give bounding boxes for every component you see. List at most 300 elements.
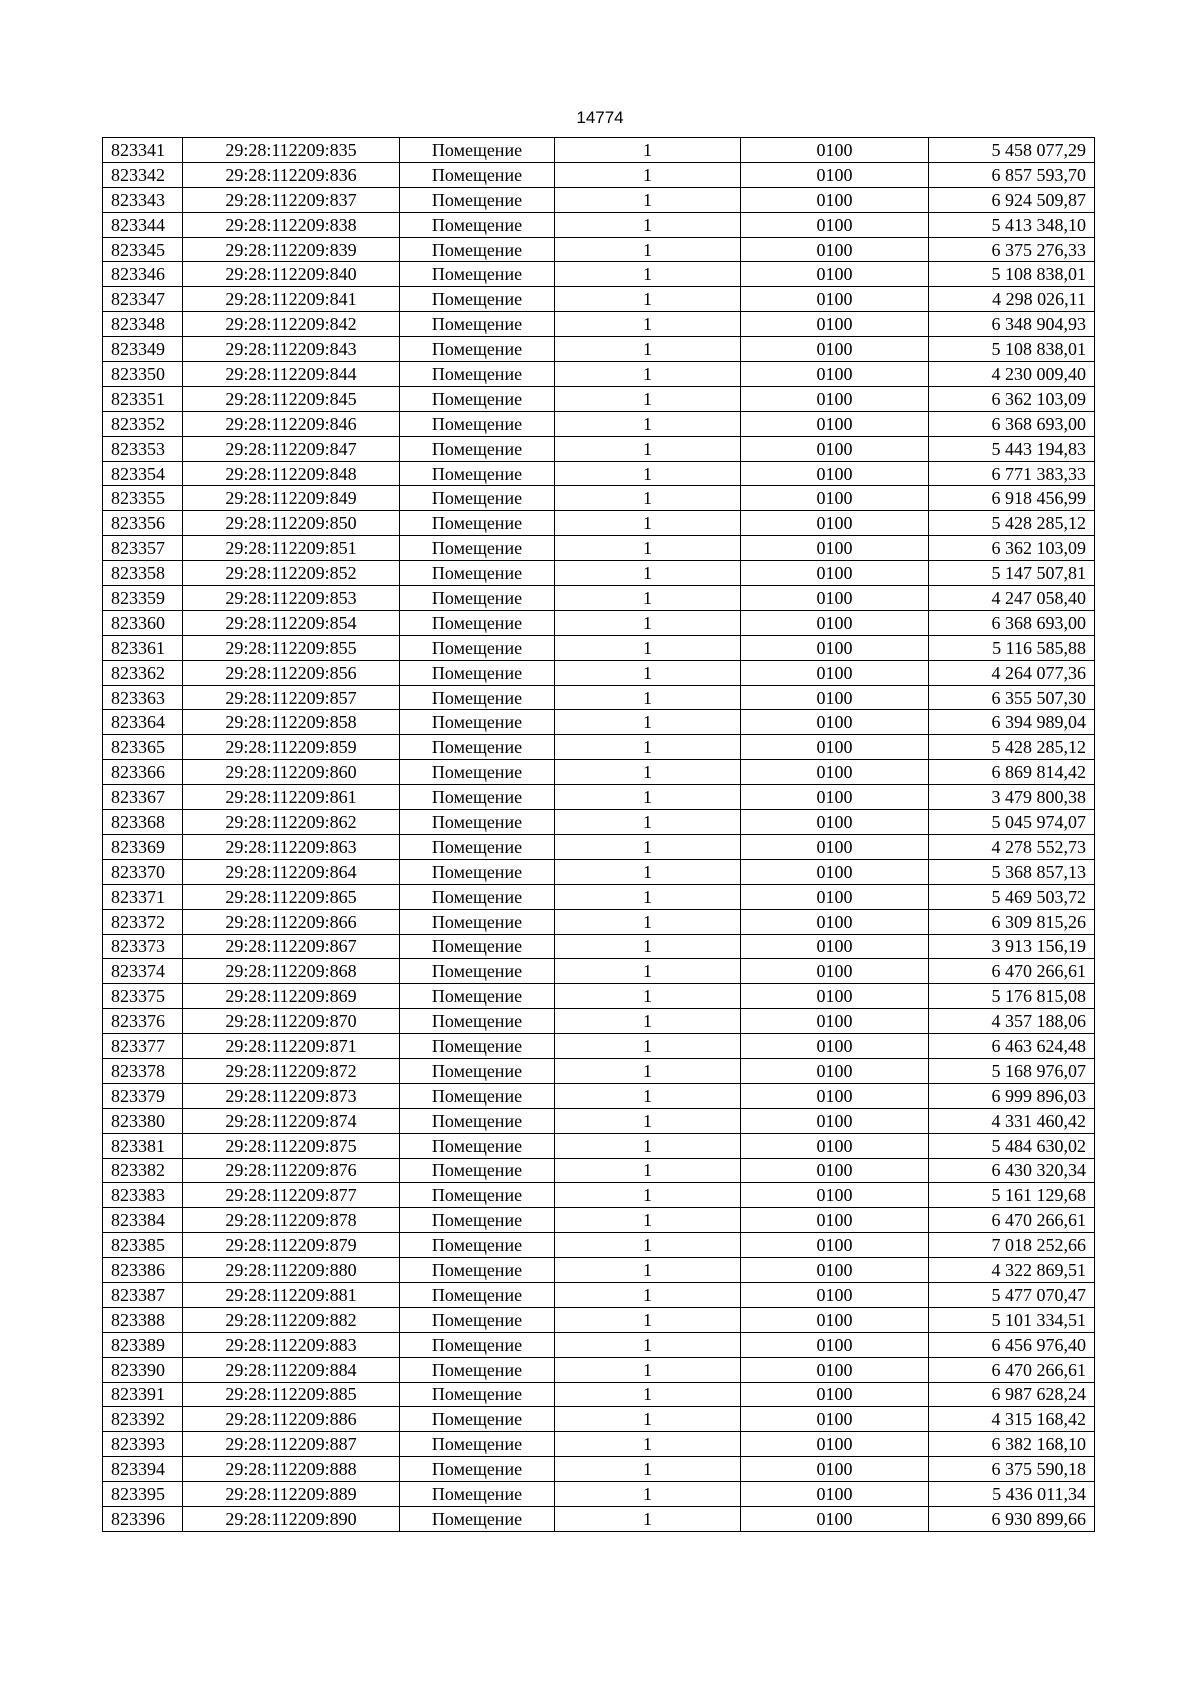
code-cell: 0100 (741, 884, 929, 909)
table-row (103, 1009, 1095, 1034)
object-type-cell: Помещение (400, 635, 555, 660)
cadastral-number-cell: 29:28:112209:881 (183, 1282, 400, 1307)
row-id-cell: 823347 (103, 287, 183, 312)
code-cell: 0100 (741, 984, 929, 1009)
cadastral-value-cell: 5 108 838,01 (929, 262, 1095, 287)
object-type-cell: Помещение (400, 586, 555, 611)
cadastral-value-cell: 5 116 585,88 (929, 635, 1095, 660)
count-cell: 1 (555, 884, 741, 909)
row-id-cell: 823384 (103, 1208, 183, 1233)
code-cell: 0100 (741, 1208, 929, 1233)
cadastral-number-cell: 29:28:112209:878 (183, 1208, 400, 1233)
cadastral-value-cell: 4 357 188,06 (929, 1009, 1095, 1034)
cadastral-number-cell: 29:28:112209:854 (183, 610, 400, 635)
object-type-cell: Помещение (400, 710, 555, 735)
cadastral-value-cell: 6 987 628,24 (929, 1382, 1095, 1407)
row-id-cell: 823352 (103, 411, 183, 436)
code-cell: 0100 (741, 1282, 929, 1307)
count-cell: 1 (555, 386, 741, 411)
code-cell: 0100 (741, 1058, 929, 1083)
table-row (103, 1432, 1095, 1457)
table-row (103, 810, 1095, 835)
code-cell: 0100 (741, 212, 929, 237)
table-row (103, 710, 1095, 735)
table-row (103, 1382, 1095, 1407)
code-cell: 0100 (741, 685, 929, 710)
table-row (103, 536, 1095, 561)
cadastral-number-cell: 29:28:112209:835 (183, 138, 400, 163)
code-cell: 0100 (741, 810, 929, 835)
code-cell: 0100 (741, 859, 929, 884)
cadastral-value-cell: 6 309 815,26 (929, 909, 1095, 934)
cadastral-value-cell: 6 368 693,00 (929, 411, 1095, 436)
code-cell: 0100 (741, 1083, 929, 1108)
row-id-cell: 823359 (103, 586, 183, 611)
cadastral-value-cell: 4 315 168,42 (929, 1407, 1095, 1432)
cadastral-number-cell: 29:28:112209:890 (183, 1506, 400, 1531)
row-id-cell: 823365 (103, 735, 183, 760)
table-row (103, 1307, 1095, 1332)
cadastral-number-cell: 29:28:112209:840 (183, 262, 400, 287)
count-cell: 1 (555, 187, 741, 212)
cadastral-value-cell: 5 484 630,02 (929, 1133, 1095, 1158)
row-id-cell: 823396 (103, 1506, 183, 1531)
object-type-cell: Помещение (400, 287, 555, 312)
object-type-cell: Помещение (400, 561, 555, 586)
code-cell: 0100 (741, 486, 929, 511)
cadastral-value-cell: 5 176 815,08 (929, 984, 1095, 1009)
table-row (103, 1506, 1095, 1531)
row-id-cell: 823379 (103, 1083, 183, 1108)
cadastral-value-cell: 5 161 129,68 (929, 1183, 1095, 1208)
cadastral-value-cell: 4 264 077,36 (929, 660, 1095, 685)
cadastral-number-cell: 29:28:112209:844 (183, 362, 400, 387)
cadastral-number-cell: 29:28:112209:846 (183, 411, 400, 436)
cadastral-number-cell: 29:28:112209:869 (183, 984, 400, 1009)
object-type-cell: Помещение (400, 411, 555, 436)
cadastral-value-cell: 4 230 009,40 (929, 362, 1095, 387)
count-cell: 1 (555, 660, 741, 685)
object-type-cell: Помещение (400, 262, 555, 287)
code-cell: 0100 (741, 1183, 929, 1208)
object-type-cell: Помещение (400, 1382, 555, 1407)
row-id-cell: 823390 (103, 1357, 183, 1382)
table-row (103, 1258, 1095, 1283)
property-table (102, 137, 1095, 1532)
cadastral-number-cell: 29:28:112209:842 (183, 312, 400, 337)
cadastral-number-cell: 29:28:112209:877 (183, 1183, 400, 1208)
cadastral-number-cell: 29:28:112209:862 (183, 810, 400, 835)
count-cell: 1 (555, 1506, 741, 1531)
row-id-cell: 823354 (103, 461, 183, 486)
row-id-cell: 823376 (103, 1009, 183, 1034)
object-type-cell: Помещение (400, 436, 555, 461)
code-cell: 0100 (741, 436, 929, 461)
code-cell: 0100 (741, 1382, 929, 1407)
cadastral-value-cell: 6 375 590,18 (929, 1457, 1095, 1482)
count-cell: 1 (555, 635, 741, 660)
cadastral-number-cell: 29:28:112209:863 (183, 834, 400, 859)
table-row (103, 187, 1095, 212)
cadastral-value-cell: 5 443 194,83 (929, 436, 1095, 461)
cadastral-value-cell: 6 924 509,87 (929, 187, 1095, 212)
table-row (103, 859, 1095, 884)
cadastral-value-cell: 4 278 552,73 (929, 834, 1095, 859)
cadastral-value-cell: 6 999 896,03 (929, 1083, 1095, 1108)
code-cell: 0100 (741, 1482, 929, 1507)
object-type-cell: Помещение (400, 1233, 555, 1258)
code-cell: 0100 (741, 1009, 929, 1034)
object-type-cell: Помещение (400, 760, 555, 785)
cadastral-value-cell: 6 375 276,33 (929, 237, 1095, 262)
object-type-cell: Помещение (400, 237, 555, 262)
code-cell: 0100 (741, 1357, 929, 1382)
code-cell: 0100 (741, 1457, 929, 1482)
count-cell: 1 (555, 1208, 741, 1233)
cadastral-number-cell: 29:28:112209:880 (183, 1258, 400, 1283)
cadastral-number-cell: 29:28:112209:885 (183, 1382, 400, 1407)
row-id-cell: 823353 (103, 436, 183, 461)
object-type-cell: Помещение (400, 511, 555, 536)
table-row (103, 1282, 1095, 1307)
cadastral-value-cell: 6 456 976,40 (929, 1332, 1095, 1357)
cadastral-value-cell: 6 771 383,33 (929, 461, 1095, 486)
row-id-cell: 823372 (103, 909, 183, 934)
table-row (103, 1034, 1095, 1059)
code-cell: 0100 (741, 1258, 929, 1283)
object-type-cell: Помещение (400, 461, 555, 486)
object-type-cell: Помещение (400, 660, 555, 685)
cadastral-number-cell: 29:28:112209:887 (183, 1432, 400, 1457)
count-cell: 1 (555, 1108, 741, 1133)
cadastral-number-cell: 29:28:112209:882 (183, 1307, 400, 1332)
code-cell: 0100 (741, 1233, 929, 1258)
cadastral-value-cell: 6 362 103,09 (929, 386, 1095, 411)
cadastral-value-cell: 6 355 507,30 (929, 685, 1095, 710)
cadastral-value-cell: 5 108 838,01 (929, 337, 1095, 362)
count-cell: 1 (555, 1357, 741, 1382)
count-cell: 1 (555, 138, 741, 163)
object-type-cell: Помещение (400, 1258, 555, 1283)
object-type-cell: Помещение (400, 1482, 555, 1507)
cadastral-number-cell: 29:28:112209:867 (183, 934, 400, 959)
count-cell: 1 (555, 287, 741, 312)
cadastral-number-cell: 29:28:112209:879 (183, 1233, 400, 1258)
object-type-cell: Помещение (400, 312, 555, 337)
cadastral-value-cell: 4 298 026,11 (929, 287, 1095, 312)
code-cell: 0100 (741, 536, 929, 561)
cadastral-number-cell: 29:28:112209:883 (183, 1332, 400, 1357)
count-cell: 1 (555, 536, 741, 561)
cadastral-number-cell: 29:28:112209:875 (183, 1133, 400, 1158)
code-cell: 0100 (741, 138, 929, 163)
code-cell: 0100 (741, 1506, 929, 1531)
code-cell: 0100 (741, 1108, 929, 1133)
row-id-cell: 823368 (103, 810, 183, 835)
row-id-cell: 823391 (103, 1382, 183, 1407)
count-cell: 1 (555, 411, 741, 436)
cadastral-value-cell: 6 930 899,66 (929, 1506, 1095, 1531)
table-row (103, 362, 1095, 387)
count-cell: 1 (555, 1482, 741, 1507)
object-type-cell: Помещение (400, 1133, 555, 1158)
object-type-cell: Помещение (400, 1208, 555, 1233)
count-cell: 1 (555, 561, 741, 586)
table-body (103, 138, 1095, 1532)
cadastral-value-cell: 5 428 285,12 (929, 735, 1095, 760)
cadastral-number-cell: 29:28:112209:836 (183, 162, 400, 187)
count-cell: 1 (555, 1233, 741, 1258)
row-id-cell: 823385 (103, 1233, 183, 1258)
table-row (103, 1357, 1095, 1382)
object-type-cell: Помещение (400, 1432, 555, 1457)
object-type-cell: Помещение (400, 212, 555, 237)
row-id-cell: 823393 (103, 1432, 183, 1457)
cadastral-number-cell: 29:28:112209:837 (183, 187, 400, 212)
count-cell: 1 (555, 1058, 741, 1083)
cadastral-number-cell: 29:28:112209:841 (183, 287, 400, 312)
object-type-cell: Помещение (400, 1332, 555, 1357)
count-cell: 1 (555, 1009, 741, 1034)
cadastral-value-cell: 6 857 593,70 (929, 162, 1095, 187)
code-cell: 0100 (741, 760, 929, 785)
table-row (103, 486, 1095, 511)
cadastral-number-cell: 29:28:112209:839 (183, 237, 400, 262)
count-cell: 1 (555, 1083, 741, 1108)
cadastral-value-cell: 5 168 976,07 (929, 1058, 1095, 1083)
cadastral-value-cell: 6 869 814,42 (929, 760, 1095, 785)
code-cell: 0100 (741, 411, 929, 436)
object-type-cell: Помещение (400, 934, 555, 959)
object-type-cell: Помещение (400, 1058, 555, 1083)
count-cell: 1 (555, 959, 741, 984)
object-type-cell: Помещение (400, 785, 555, 810)
object-type-cell: Помещение (400, 810, 555, 835)
object-type-cell: Помещение (400, 536, 555, 561)
count-cell: 1 (555, 1282, 741, 1307)
table-row (103, 262, 1095, 287)
count-cell: 1 (555, 1382, 741, 1407)
table-row (103, 984, 1095, 1009)
cadastral-value-cell: 6 470 266,61 (929, 959, 1095, 984)
row-id-cell: 823387 (103, 1282, 183, 1307)
row-id-cell: 823348 (103, 312, 183, 337)
code-cell: 0100 (741, 1407, 929, 1432)
table-row (103, 162, 1095, 187)
row-id-cell: 823345 (103, 237, 183, 262)
code-cell: 0100 (741, 834, 929, 859)
row-id-cell: 823381 (103, 1133, 183, 1158)
cadastral-number-cell: 29:28:112209:847 (183, 436, 400, 461)
cadastral-number-cell: 29:28:112209:864 (183, 859, 400, 884)
row-id-cell: 823362 (103, 660, 183, 685)
cadastral-number-cell: 29:28:112209:884 (183, 1357, 400, 1382)
table-row (103, 511, 1095, 536)
cadastral-value-cell: 3 479 800,38 (929, 785, 1095, 810)
row-id-cell: 823395 (103, 1482, 183, 1507)
row-id-cell: 823356 (103, 511, 183, 536)
cadastral-value-cell: 6 470 266,61 (929, 1208, 1095, 1233)
object-type-cell: Помещение (400, 735, 555, 760)
object-type-cell: Помещение (400, 685, 555, 710)
count-cell: 1 (555, 1407, 741, 1432)
cadastral-number-cell: 29:28:112209:843 (183, 337, 400, 362)
row-id-cell: 823373 (103, 934, 183, 959)
row-id-cell: 823383 (103, 1183, 183, 1208)
table-row (103, 237, 1095, 262)
code-cell: 0100 (741, 237, 929, 262)
object-type-cell: Помещение (400, 362, 555, 387)
object-type-cell: Помещение (400, 386, 555, 411)
count-cell: 1 (555, 1332, 741, 1357)
count-cell: 1 (555, 1457, 741, 1482)
cadastral-number-cell: 29:28:112209:889 (183, 1482, 400, 1507)
code-cell: 0100 (741, 1158, 929, 1183)
object-type-cell: Помещение (400, 486, 555, 511)
cadastral-number-cell: 29:28:112209:886 (183, 1407, 400, 1432)
code-cell: 0100 (741, 660, 929, 685)
count-cell: 1 (555, 909, 741, 934)
table-row (103, 586, 1095, 611)
count-cell: 1 (555, 984, 741, 1009)
table-row (103, 1208, 1095, 1233)
object-type-cell: Помещение (400, 187, 555, 212)
count-cell: 1 (555, 162, 741, 187)
cadastral-value-cell: 6 362 103,09 (929, 536, 1095, 561)
count-cell: 1 (555, 710, 741, 735)
cadastral-number-cell: 29:28:112209:857 (183, 685, 400, 710)
table-row (103, 610, 1095, 635)
cadastral-number-cell: 29:28:112209:851 (183, 536, 400, 561)
table-row (103, 138, 1095, 163)
row-id-cell: 823342 (103, 162, 183, 187)
object-type-cell: Помещение (400, 984, 555, 1009)
row-id-cell: 823355 (103, 486, 183, 511)
table-row (103, 760, 1095, 785)
count-cell: 1 (555, 1258, 741, 1283)
code-cell: 0100 (741, 162, 929, 187)
row-id-cell: 823382 (103, 1158, 183, 1183)
row-id-cell: 823366 (103, 760, 183, 785)
object-type-cell: Помещение (400, 138, 555, 163)
code-cell: 0100 (741, 1034, 929, 1059)
table-row (103, 934, 1095, 959)
table-row (103, 1457, 1095, 1482)
cadastral-value-cell: 4 247 058,40 (929, 586, 1095, 611)
object-type-cell: Помещение (400, 1183, 555, 1208)
table-row (103, 461, 1095, 486)
table-row (103, 1183, 1095, 1208)
cadastral-number-cell: 29:28:112209:876 (183, 1158, 400, 1183)
object-type-cell: Помещение (400, 884, 555, 909)
table-row (103, 212, 1095, 237)
table-row (103, 1058, 1095, 1083)
code-cell: 0100 (741, 461, 929, 486)
cadastral-value-cell: 5 469 503,72 (929, 884, 1095, 909)
table-row (103, 884, 1095, 909)
row-id-cell: 823388 (103, 1307, 183, 1332)
count-cell: 1 (555, 212, 741, 237)
cadastral-value-cell: 7 018 252,66 (929, 1233, 1095, 1258)
cadastral-number-cell: 29:28:112209:874 (183, 1108, 400, 1133)
count-cell: 1 (555, 586, 741, 611)
object-type-cell: Помещение (400, 1457, 555, 1482)
object-type-cell: Помещение (400, 1158, 555, 1183)
row-id-cell: 823394 (103, 1457, 183, 1482)
count-cell: 1 (555, 1307, 741, 1332)
count-cell: 1 (555, 785, 741, 810)
code-cell: 0100 (741, 511, 929, 536)
table-row (103, 561, 1095, 586)
cadastral-number-cell: 29:28:112209:858 (183, 710, 400, 735)
cadastral-number-cell: 29:28:112209:845 (183, 386, 400, 411)
cadastral-number-cell: 29:28:112209:868 (183, 959, 400, 984)
row-id-cell: 823371 (103, 884, 183, 909)
code-cell: 0100 (741, 312, 929, 337)
page-number: 14774 (576, 108, 624, 127)
object-type-cell: Помещение (400, 1506, 555, 1531)
table-row (103, 834, 1095, 859)
table-row (103, 635, 1095, 660)
count-cell: 1 (555, 735, 741, 760)
code-cell: 0100 (741, 710, 929, 735)
row-id-cell: 823358 (103, 561, 183, 586)
code-cell: 0100 (741, 1332, 929, 1357)
count-cell: 1 (555, 1158, 741, 1183)
object-type-cell: Помещение (400, 959, 555, 984)
row-id-cell: 823349 (103, 337, 183, 362)
cadastral-number-cell: 29:28:112209:888 (183, 1457, 400, 1482)
table-row (103, 959, 1095, 984)
cadastral-number-cell: 29:28:112209:865 (183, 884, 400, 909)
code-cell: 0100 (741, 561, 929, 586)
object-type-cell: Помещение (400, 909, 555, 934)
table-row (103, 411, 1095, 436)
count-cell: 1 (555, 934, 741, 959)
object-type-cell: Помещение (400, 337, 555, 362)
count-cell: 1 (555, 486, 741, 511)
row-id-cell: 823351 (103, 386, 183, 411)
table-row (103, 337, 1095, 362)
object-type-cell: Помещение (400, 1407, 555, 1432)
cadastral-number-cell: 29:28:112209:852 (183, 561, 400, 586)
cadastral-number-cell: 29:28:112209:860 (183, 760, 400, 785)
table-row (103, 1133, 1095, 1158)
row-id-cell: 823360 (103, 610, 183, 635)
code-cell: 0100 (741, 635, 929, 660)
count-cell: 1 (555, 436, 741, 461)
cadastral-value-cell: 6 394 989,04 (929, 710, 1095, 735)
row-id-cell: 823370 (103, 859, 183, 884)
code-cell: 0100 (741, 934, 929, 959)
count-cell: 1 (555, 1432, 741, 1457)
count-cell: 1 (555, 312, 741, 337)
row-id-cell: 823357 (103, 536, 183, 561)
row-id-cell: 823386 (103, 1258, 183, 1283)
row-id-cell: 823350 (103, 362, 183, 387)
code-cell: 0100 (741, 1432, 929, 1457)
row-id-cell: 823343 (103, 187, 183, 212)
table-row (103, 660, 1095, 685)
table-row (103, 1407, 1095, 1432)
cadastral-value-cell: 5 413 348,10 (929, 212, 1095, 237)
cadastral-number-cell: 29:28:112209:870 (183, 1009, 400, 1034)
cadastral-number-cell: 29:28:112209:850 (183, 511, 400, 536)
table-row (103, 685, 1095, 710)
object-type-cell: Помещение (400, 162, 555, 187)
table-row (103, 312, 1095, 337)
row-id-cell: 823378 (103, 1058, 183, 1083)
